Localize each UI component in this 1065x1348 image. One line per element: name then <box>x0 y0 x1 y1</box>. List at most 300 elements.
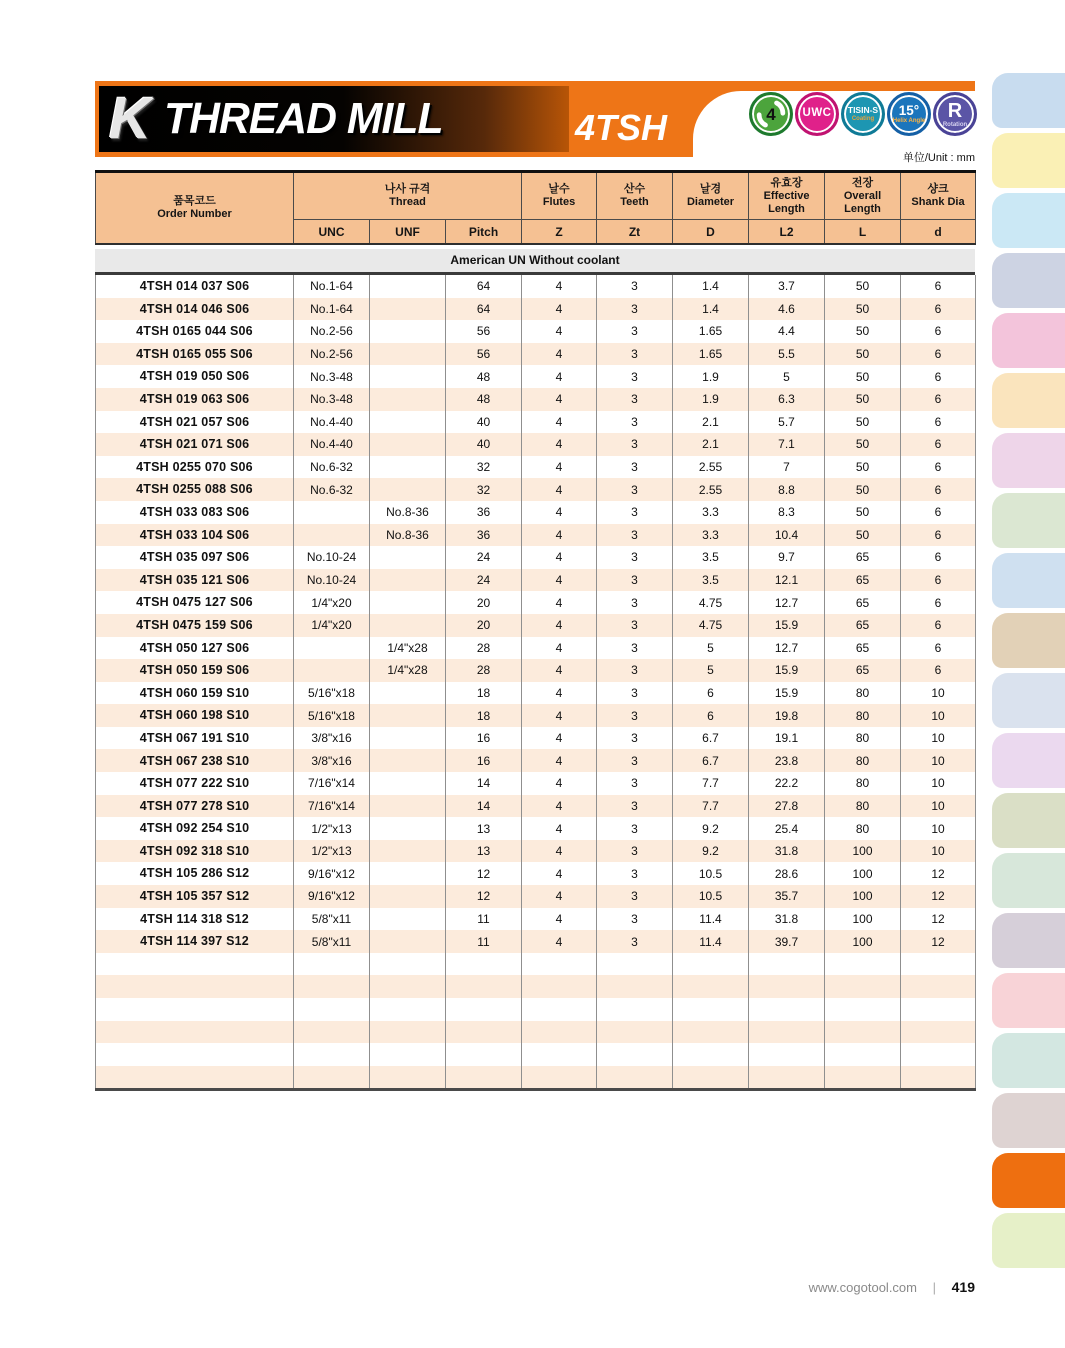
data-cell: 31.8 <box>749 840 825 863</box>
data-cell: No.4-40 <box>294 411 370 434</box>
tisin-s-coating-badge <box>841 92 885 136</box>
data-cell: 10.5 <box>673 885 749 908</box>
data-cell: 65 <box>825 591 901 614</box>
data-cell: 65 <box>825 614 901 637</box>
data-cell: 6 <box>901 411 976 434</box>
data-cell <box>370 885 446 908</box>
data-cell <box>370 772 446 795</box>
data-cell <box>673 1021 749 1044</box>
rotation-r-badge <box>933 92 977 136</box>
data-cell <box>446 953 522 976</box>
symbol-unc: UNC <box>294 220 370 245</box>
data-cell: 50 <box>825 456 901 479</box>
data-cell: 80 <box>825 817 901 840</box>
data-cell <box>370 1043 446 1066</box>
symbol-unf: UNF <box>370 220 446 245</box>
side-tab[interactable] <box>992 853 1065 908</box>
data-cell: 6 <box>901 343 976 366</box>
data-cell <box>294 659 370 682</box>
data-cell: 1.4 <box>673 298 749 321</box>
table-row <box>96 704 976 727</box>
data-cell: 6 <box>901 320 976 343</box>
data-cell: 28 <box>446 637 522 660</box>
data-cell <box>370 704 446 727</box>
data-cell: 15.9 <box>749 659 825 682</box>
data-cell: 4 <box>522 433 597 456</box>
data-cell: 50 <box>825 298 901 321</box>
order-number-cell: 4TSH 105 357 S12 <box>96 885 294 908</box>
data-cell: 40 <box>446 433 522 456</box>
data-cell: 3 <box>597 275 673 298</box>
badge-label: 4 <box>766 104 776 124</box>
col-header-diameter: 날경 Diameter <box>673 172 749 220</box>
unit-label: 单位/Unit : mm <box>902 152 975 164</box>
footer-divider: | <box>932 1280 937 1295</box>
data-cell: 16 <box>446 749 522 772</box>
order-number-cell <box>96 953 294 976</box>
data-cell: No.8-36 <box>370 501 446 524</box>
side-tab[interactable] <box>992 733 1065 788</box>
table-row <box>96 682 976 705</box>
data-cell <box>370 749 446 772</box>
table-row <box>96 365 976 388</box>
data-cell: 4 <box>522 817 597 840</box>
data-cell <box>522 998 597 1021</box>
data-cell: 15.9 <box>749 614 825 637</box>
side-tab[interactable] <box>992 1213 1065 1268</box>
data-cell: 4 <box>522 614 597 637</box>
data-cell: 4 <box>522 795 597 818</box>
data-cell: 80 <box>825 682 901 705</box>
data-cell: 4 <box>522 456 597 479</box>
data-cell: 3/8"x16 <box>294 749 370 772</box>
data-cell: 12 <box>446 885 522 908</box>
data-cell: 15.9 <box>749 682 825 705</box>
data-cell <box>294 975 370 998</box>
table-row <box>96 275 976 298</box>
data-cell: 6 <box>901 569 976 592</box>
order-number-cell: 4TSH 114 318 S12 <box>96 908 294 931</box>
data-cell: 3 <box>597 840 673 863</box>
table-row <box>96 908 976 931</box>
data-cell: No.6-32 <box>294 456 370 479</box>
data-cell: 7 <box>749 456 825 479</box>
table-row <box>96 456 976 479</box>
data-cell: 14 <box>446 772 522 795</box>
data-cell: 4 <box>522 749 597 772</box>
data-cell <box>370 411 446 434</box>
data-cell: 4 <box>522 388 597 411</box>
data-cell <box>749 1066 825 1090</box>
order-number-cell: 4TSH 050 127 S06 <box>96 637 294 660</box>
data-cell: 36 <box>446 501 522 524</box>
order-number-cell: 4TSH 077 278 S10 <box>96 795 294 818</box>
data-cell: 3 <box>597 298 673 321</box>
data-cell: 4 <box>522 365 597 388</box>
data-cell: 4 <box>522 320 597 343</box>
data-cell: 10.4 <box>749 524 825 547</box>
data-cell: 28 <box>446 659 522 682</box>
data-cell: 3 <box>597 862 673 885</box>
side-tab[interactable] <box>992 973 1065 1028</box>
data-cell: 1.65 <box>673 320 749 343</box>
order-number-cell <box>96 1043 294 1066</box>
badge-label: TISIN-S <box>847 105 879 116</box>
data-cell: 18 <box>446 682 522 705</box>
data-cell: 40 <box>446 411 522 434</box>
data-cell <box>749 998 825 1021</box>
data-cell: 50 <box>825 320 901 343</box>
table-row <box>96 795 976 818</box>
data-cell: 4 <box>522 772 597 795</box>
data-cell: 24 <box>446 546 522 569</box>
data-cell <box>370 975 446 998</box>
data-cell: 4 <box>522 659 597 682</box>
table-row <box>96 614 976 637</box>
data-cell: 4 <box>522 524 597 547</box>
data-cell: 4 <box>522 637 597 660</box>
data-cell: 65 <box>825 637 901 660</box>
data-cell <box>825 975 901 998</box>
data-cell: 3.5 <box>673 569 749 592</box>
data-cell: 3 <box>597 637 673 660</box>
data-cell: 2.55 <box>673 456 749 479</box>
side-tab-active[interactable] <box>992 1153 1065 1208</box>
table-row <box>96 885 976 908</box>
data-cell: 3 <box>597 478 673 501</box>
data-cell: 1.9 <box>673 365 749 388</box>
order-number-cell: 4TSH 105 286 S12 <box>96 862 294 885</box>
order-number-cell: 4TSH 021 071 S06 <box>96 433 294 456</box>
badge-label: 15° <box>898 102 920 118</box>
data-cell <box>370 365 446 388</box>
spec-table <box>95 170 975 1091</box>
section-band: American UN Without coolant <box>95 249 975 275</box>
data-cell: 5.5 <box>749 343 825 366</box>
side-tab[interactable] <box>992 1093 1065 1148</box>
data-cell <box>901 1066 976 1090</box>
data-cell <box>749 953 825 976</box>
table-row <box>96 320 976 343</box>
data-cell: 4.6 <box>749 298 825 321</box>
data-cell <box>294 953 370 976</box>
data-cell <box>370 795 446 818</box>
col-header-thread: 나사 규격 Thread <box>294 172 522 220</box>
data-cell: 6 <box>901 433 976 456</box>
data-cell: 10 <box>901 817 976 840</box>
data-cell: 1.4 <box>673 275 749 298</box>
data-cell: 3 <box>597 433 673 456</box>
table-row <box>96 727 976 750</box>
data-cell: 3 <box>597 343 673 366</box>
data-cell: 4 <box>522 930 597 953</box>
table-row <box>96 1043 976 1066</box>
table-row <box>96 998 976 1021</box>
page-number: 419 <box>951 1279 975 1295</box>
table-row <box>96 388 976 411</box>
data-cell <box>446 1043 522 1066</box>
data-cell <box>597 1066 673 1090</box>
table-row <box>96 975 976 998</box>
data-cell <box>446 1066 522 1090</box>
data-cell: 5/8"x11 <box>294 908 370 931</box>
data-cell: No.6-32 <box>294 478 370 501</box>
table-row <box>96 659 976 682</box>
data-cell: 6 <box>901 298 976 321</box>
data-cell: 3 <box>597 591 673 614</box>
data-cell: 3 <box>597 704 673 727</box>
data-cell <box>370 569 446 592</box>
data-cell: 4 <box>522 908 597 931</box>
side-tab[interactable] <box>992 673 1065 728</box>
table-row <box>96 930 976 953</box>
order-number-cell: 4TSH 092 318 S10 <box>96 840 294 863</box>
data-cell <box>825 1021 901 1044</box>
data-cell: 4.75 <box>673 614 749 637</box>
data-cell <box>446 975 522 998</box>
data-cell: 19.1 <box>749 727 825 750</box>
data-cell: 50 <box>825 411 901 434</box>
data-cell: 100 <box>825 840 901 863</box>
data-cell: 9.2 <box>673 840 749 863</box>
data-cell: 50 <box>825 524 901 547</box>
order-number-cell: 4TSH 033 104 S06 <box>96 524 294 547</box>
data-cell: 6.7 <box>673 727 749 750</box>
data-cell: 23.8 <box>749 749 825 772</box>
side-tab[interactable] <box>992 373 1065 428</box>
side-tab[interactable] <box>992 493 1065 548</box>
data-cell: 4 <box>522 885 597 908</box>
data-cell <box>673 953 749 976</box>
data-cell: 64 <box>446 275 522 298</box>
data-cell: 3 <box>597 795 673 818</box>
data-cell: 3 <box>597 930 673 953</box>
data-cell: 50 <box>825 433 901 456</box>
data-cell: 5 <box>749 365 825 388</box>
col-header-flutes: 날수 Flutes <box>522 172 597 220</box>
side-tab[interactable] <box>992 1033 1065 1088</box>
data-cell: 6 <box>901 365 976 388</box>
data-cell: 6 <box>901 637 976 660</box>
data-cell: 19.8 <box>749 704 825 727</box>
data-cell: 22.2 <box>749 772 825 795</box>
data-cell: 5/16"x18 <box>294 682 370 705</box>
badge-sublabel: Helix Angle <box>892 118 926 125</box>
data-cell <box>370 478 446 501</box>
data-cell: 80 <box>825 795 901 818</box>
data-cell <box>825 953 901 976</box>
table-row <box>96 546 976 569</box>
data-cell <box>522 1043 597 1066</box>
data-cell: 4 <box>522 591 597 614</box>
data-cell <box>673 998 749 1021</box>
badge-label: R <box>947 99 963 122</box>
data-cell: 12.7 <box>749 591 825 614</box>
side-tab[interactable] <box>992 73 1065 128</box>
data-cell: 20 <box>446 614 522 637</box>
data-cell: 4.75 <box>673 591 749 614</box>
data-cell: 24 <box>446 569 522 592</box>
data-cell <box>901 953 976 976</box>
side-tab[interactable] <box>992 433 1065 488</box>
order-number-cell: 4TSH 0165 044 S06 <box>96 320 294 343</box>
data-cell <box>522 975 597 998</box>
data-cell: 50 <box>825 275 901 298</box>
data-cell <box>294 637 370 660</box>
data-cell: 28.6 <box>749 862 825 885</box>
data-cell <box>522 1021 597 1044</box>
symbol-d-lower: d <box>901 220 976 245</box>
data-cell: 6 <box>901 591 976 614</box>
data-cell: 32 <box>446 478 522 501</box>
data-cell: 13 <box>446 840 522 863</box>
data-cell: 48 <box>446 365 522 388</box>
data-cell: 7.7 <box>673 795 749 818</box>
data-cell: 3 <box>597 614 673 637</box>
table-row <box>96 772 976 795</box>
data-cell: No.2-56 <box>294 320 370 343</box>
side-tab[interactable] <box>992 613 1065 668</box>
data-cell <box>370 546 446 569</box>
order-number-cell: 4TSH 114 397 S12 <box>96 930 294 953</box>
data-cell: 12 <box>901 885 976 908</box>
data-cell <box>370 998 446 1021</box>
data-cell <box>597 1043 673 1066</box>
data-cell <box>901 975 976 998</box>
data-cell: 20 <box>446 591 522 614</box>
side-tab[interactable] <box>992 553 1065 608</box>
data-cell: 3 <box>597 456 673 479</box>
order-number-cell: 4TSH 050 159 S06 <box>96 659 294 682</box>
table-row <box>96 862 976 885</box>
data-cell: 11 <box>446 930 522 953</box>
data-cell: 12 <box>901 930 976 953</box>
col-header-overall-length: 전장 Overall Length <box>825 172 901 220</box>
data-cell: 1/2"x13 <box>294 817 370 840</box>
data-cell: 6 <box>673 682 749 705</box>
data-cell: 3.5 <box>673 546 749 569</box>
data-cell: 1/4"x20 <box>294 614 370 637</box>
side-tab[interactable] <box>992 133 1065 188</box>
website-link[interactable]: www.cogotool.com <box>808 1280 917 1295</box>
data-cell <box>673 1066 749 1090</box>
symbol-pitch: Pitch <box>446 220 522 245</box>
data-cell: 31.8 <box>749 908 825 931</box>
data-cell: No.1-64 <box>294 275 370 298</box>
data-cell <box>370 388 446 411</box>
side-tab[interactable] <box>992 913 1065 968</box>
table-row <box>96 1066 976 1090</box>
order-number-cell: 4TSH 019 050 S06 <box>96 365 294 388</box>
page-title: THREAD MILL <box>163 94 443 143</box>
col-header-teeth: 산수 Teeth <box>597 172 673 220</box>
data-cell: 4 <box>522 862 597 885</box>
order-number-cell: 4TSH 035 121 S06 <box>96 569 294 592</box>
side-tab[interactable] <box>992 193 1065 248</box>
side-tab[interactable] <box>992 793 1065 848</box>
data-cell: 56 <box>446 343 522 366</box>
data-cell: 4.4 <box>749 320 825 343</box>
spec-table-body <box>95 275 976 1091</box>
data-cell: 5/16"x18 <box>294 704 370 727</box>
data-cell: 3.7 <box>749 275 825 298</box>
data-cell: 10 <box>901 682 976 705</box>
data-cell: 4 <box>522 501 597 524</box>
data-cell <box>825 1066 901 1090</box>
spec-table-header <box>95 170 976 245</box>
data-cell <box>522 953 597 976</box>
order-number-cell: 4TSH 077 222 S10 <box>96 772 294 795</box>
data-cell: 2.55 <box>673 478 749 501</box>
order-number-cell: 4TSH 092 254 S10 <box>96 817 294 840</box>
side-tab[interactable] <box>992 313 1065 368</box>
data-cell <box>370 1021 446 1044</box>
data-cell: 13 <box>446 817 522 840</box>
data-cell <box>370 930 446 953</box>
data-cell: 14 <box>446 795 522 818</box>
data-cell: 80 <box>825 704 901 727</box>
data-cell: No.4-40 <box>294 433 370 456</box>
data-cell: 50 <box>825 501 901 524</box>
data-cell <box>597 953 673 976</box>
data-cell: No.10-24 <box>294 546 370 569</box>
data-cell <box>294 524 370 547</box>
data-cell: 2.1 <box>673 411 749 434</box>
table-rows <box>96 275 976 1090</box>
data-cell: No.1-64 <box>294 298 370 321</box>
series-label: 4TSH <box>575 107 668 148</box>
data-cell: 3.3 <box>673 501 749 524</box>
data-cell: 6 <box>901 659 976 682</box>
data-cell: 18 <box>446 704 522 727</box>
data-cell: 3 <box>597 908 673 931</box>
data-cell: 3/8"x16 <box>294 727 370 750</box>
data-cell: 80 <box>825 772 901 795</box>
data-cell: 50 <box>825 388 901 411</box>
data-cell <box>370 275 446 298</box>
data-cell <box>749 1043 825 1066</box>
order-number-cell: 4TSH 0475 159 S06 <box>96 614 294 637</box>
data-cell: 6 <box>901 524 976 547</box>
data-cell <box>597 1021 673 1044</box>
table-row <box>96 298 976 321</box>
data-cell <box>370 298 446 321</box>
table-row <box>96 953 976 976</box>
data-cell: 9/16"x12 <box>294 862 370 885</box>
table-row <box>96 840 976 863</box>
data-cell: 6 <box>673 704 749 727</box>
data-cell: No.3-48 <box>294 388 370 411</box>
data-cell: 3 <box>597 659 673 682</box>
symbol-zt: Zt <box>597 220 673 245</box>
data-cell: 6 <box>901 614 976 637</box>
table-row <box>96 637 976 660</box>
data-cell <box>370 817 446 840</box>
data-cell: 5/8"x11 <box>294 930 370 953</box>
data-cell: 5.7 <box>749 411 825 434</box>
order-number-cell: 4TSH 014 037 S06 <box>96 275 294 298</box>
data-cell: 50 <box>825 478 901 501</box>
order-number-cell: 4TSH 067 238 S10 <box>96 749 294 772</box>
data-cell: 3 <box>597 501 673 524</box>
data-cell <box>825 998 901 1021</box>
data-cell: 10 <box>901 727 976 750</box>
data-cell: 1/2"x13 <box>294 840 370 863</box>
side-tab[interactable] <box>992 253 1065 308</box>
data-cell: No.3-48 <box>294 365 370 388</box>
symbol-z: Z <box>522 220 597 245</box>
order-number-cell: 4TSH 067 191 S10 <box>96 727 294 750</box>
